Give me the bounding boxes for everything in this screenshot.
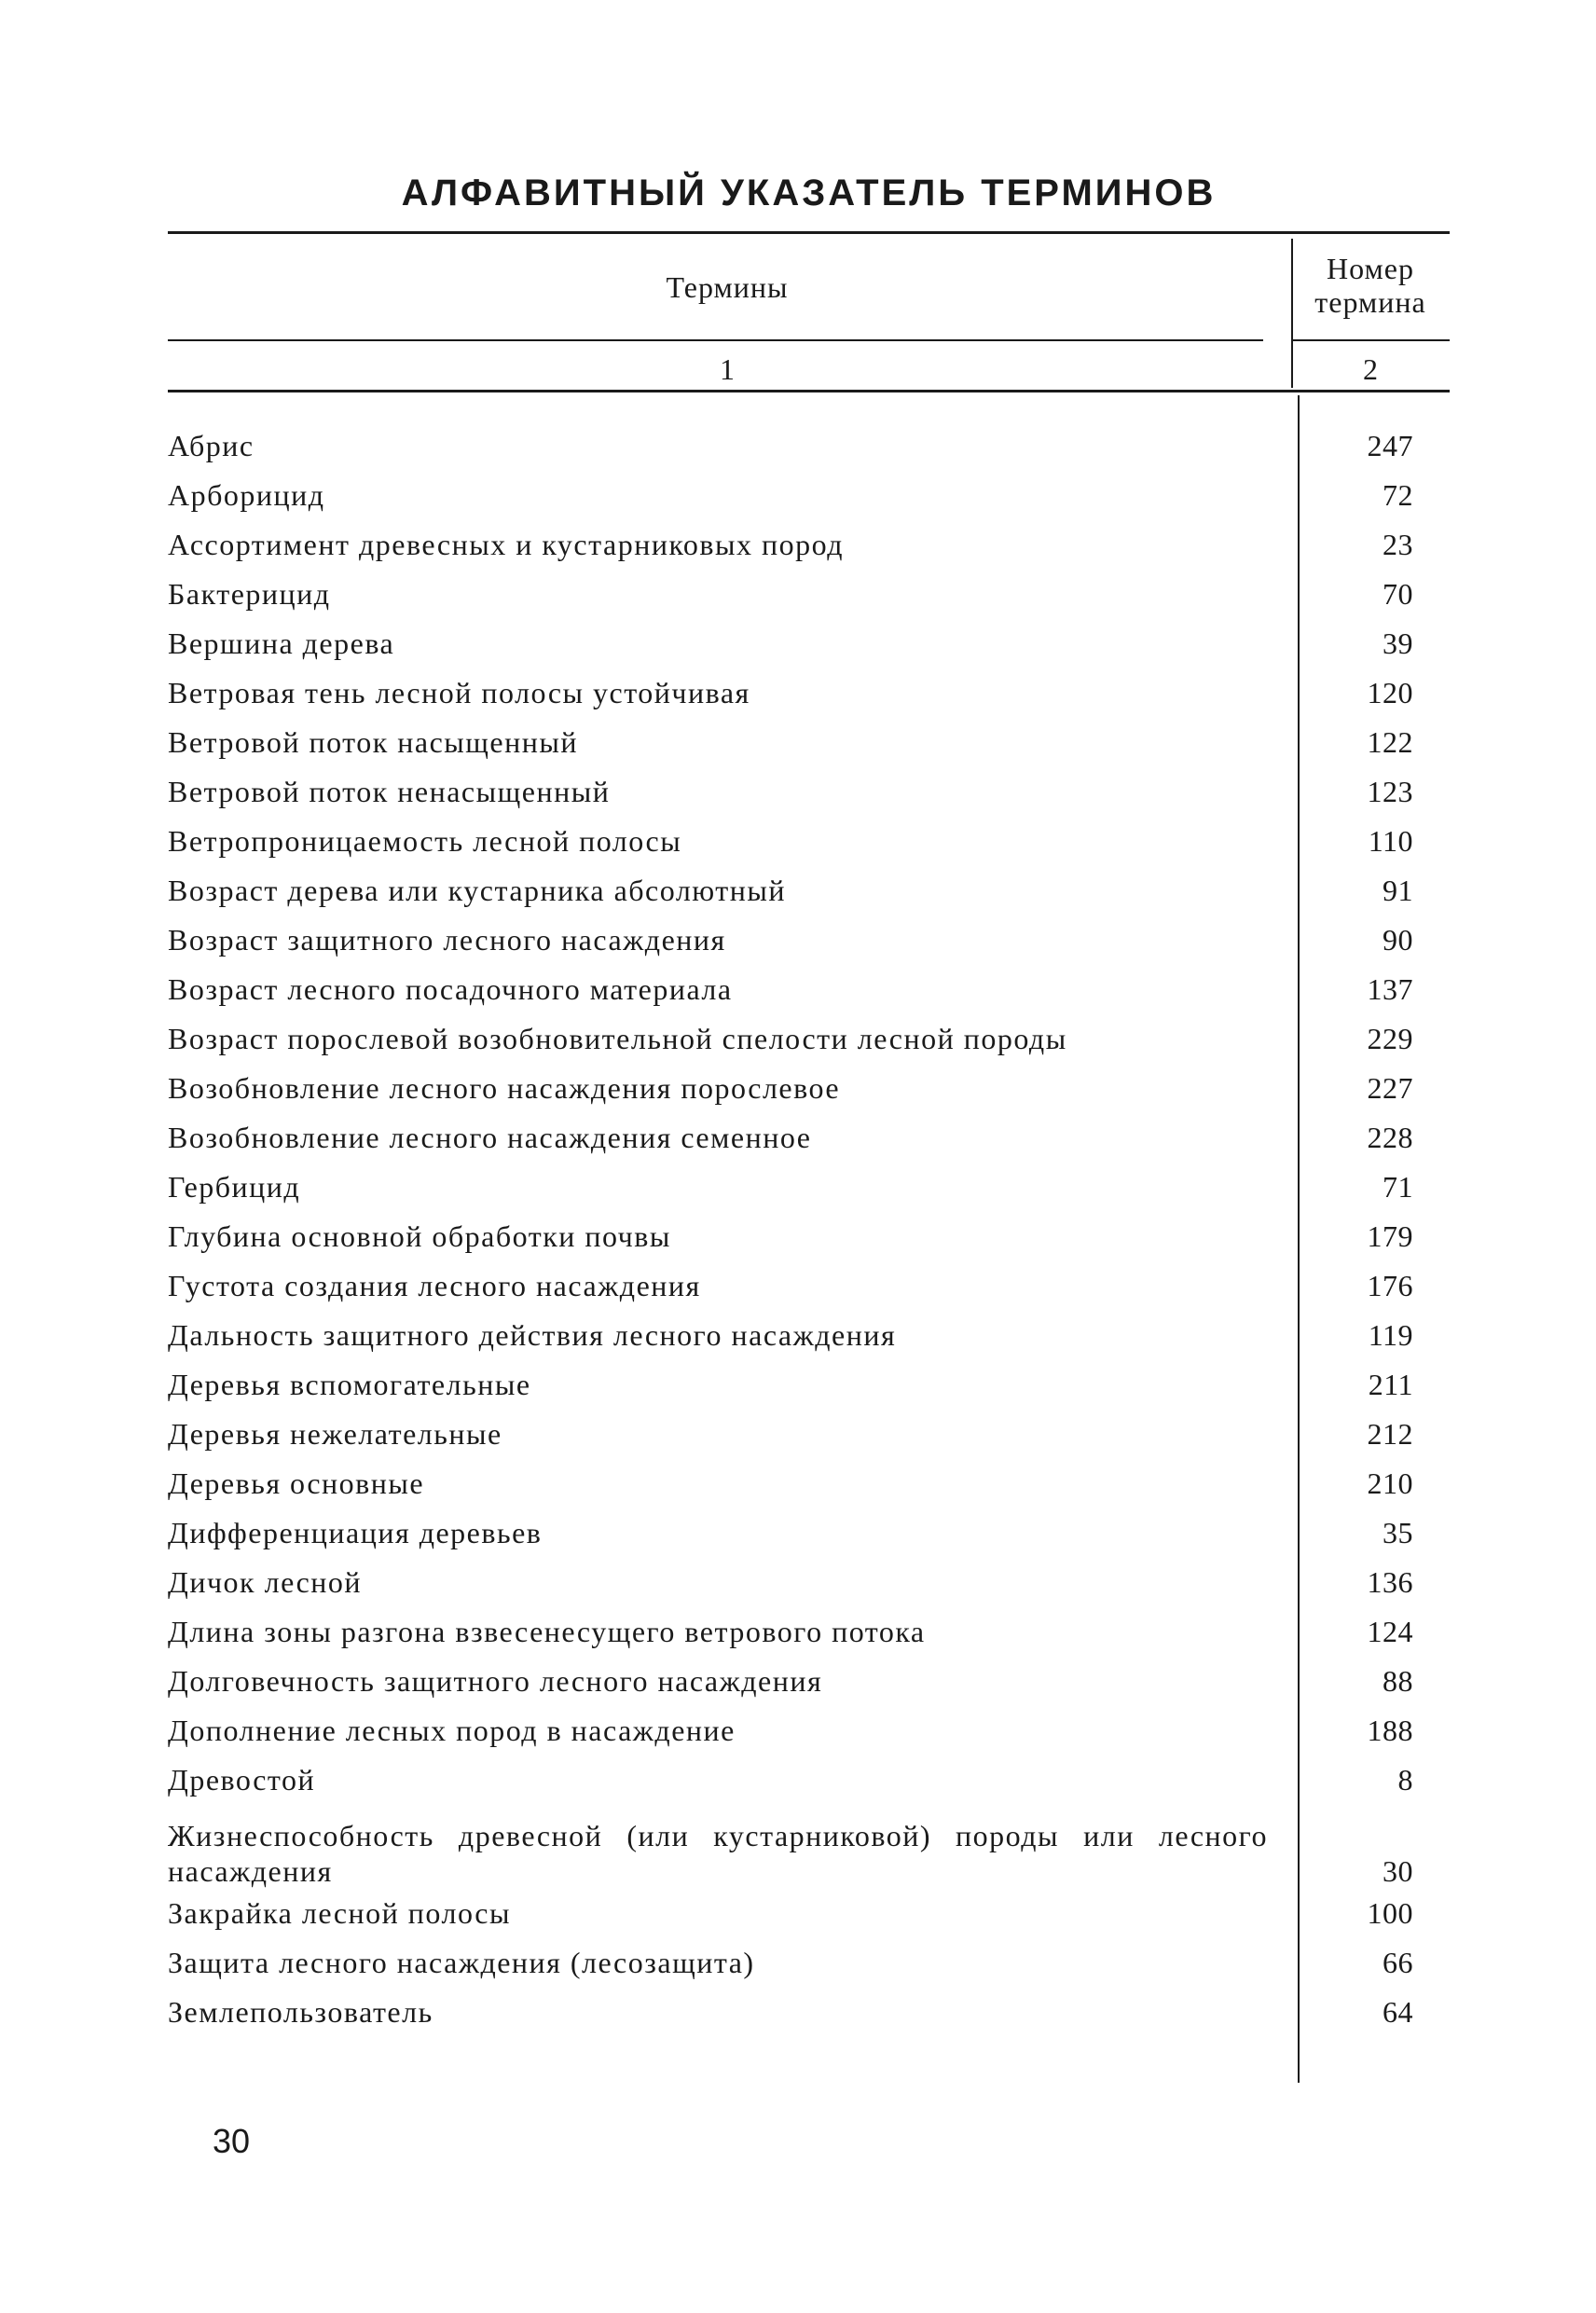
term-name: Закрайка лесной полосы: [168, 1896, 511, 1930]
table-row: [168, 1755, 1417, 1805]
term-number: 123: [1367, 775, 1413, 808]
column-header-term-number-line1: Номер: [1327, 252, 1414, 285]
term-number: 137: [1367, 972, 1413, 1006]
term-name: Деревья вспомогательные: [168, 1368, 531, 1401]
term-name: Возобновление лесного насаждения порослевое: [168, 1071, 841, 1105]
table-row: [168, 718, 1417, 767]
term-name: Землепользователь: [168, 1995, 433, 2029]
table-row: [168, 1988, 1417, 2037]
term-number: 64: [1383, 1995, 1413, 2029]
table-row: [168, 668, 1417, 718]
column-header-terms: Термины: [666, 270, 789, 304]
table-row: [168, 1212, 1417, 1261]
table-row: [168, 916, 1417, 965]
term-number: 229: [1367, 1022, 1413, 1055]
term-number: 100: [1367, 1896, 1413, 1930]
table-row: [168, 817, 1417, 866]
term-number: 88: [1383, 1664, 1413, 1698]
term-number: 211: [1368, 1368, 1413, 1401]
term-number: 90: [1383, 923, 1413, 957]
term-name: Дичок лесной: [168, 1565, 363, 1599]
term-number: 247: [1367, 429, 1413, 462]
table-row: [168, 1657, 1417, 1706]
index-table-body: [168, 421, 1417, 2037]
term-number: 70: [1383, 577, 1413, 611]
term-name: Возраст защитного лесного насаждения: [168, 923, 726, 957]
table-row: [168, 1163, 1417, 1212]
column-number-2: 2: [1363, 352, 1378, 386]
table-row: [168, 1261, 1417, 1311]
term-name: Защита лесного насаждения (лесозащита): [168, 1946, 755, 1979]
term-number: 30: [1383, 1854, 1413, 1888]
term-number: 35: [1383, 1516, 1413, 1549]
term-number: 91: [1383, 874, 1413, 907]
term-number: 176: [1367, 1269, 1413, 1302]
table-row: [168, 965, 1417, 1014]
term-number: 188: [1367, 1714, 1413, 1747]
table-row: [168, 1311, 1417, 1360]
term-name: Глубина основной обработки почвы: [168, 1219, 671, 1253]
table-row: [168, 421, 1417, 471]
term-name: Возраст лесного посадочного материала: [168, 972, 733, 1006]
table-row: [168, 520, 1417, 570]
term-number: 179: [1367, 1219, 1413, 1253]
page-title: АЛФАВИТНЫЙ УКАЗАТЕЛЬ ТЕРМИНОВ: [401, 172, 1217, 213]
term-number: 72: [1383, 478, 1413, 512]
column-number-1: 1: [720, 352, 735, 386]
header-mid-rule-left: [168, 339, 1263, 341]
term-name: Древостой: [168, 1763, 316, 1797]
page-number: 30: [213, 2122, 251, 2160]
term-number: 227: [1367, 1071, 1413, 1105]
term-number: 122: [1367, 725, 1413, 759]
term-number: 228: [1367, 1121, 1413, 1154]
table-row: [168, 1508, 1417, 1558]
table-row: [168, 619, 1417, 668]
term-number: 66: [1383, 1946, 1413, 1979]
table-row: [168, 1889, 1417, 1938]
table-row: [168, 1805, 1417, 1889]
term-name: Долговечность защитного лесного насаждения: [168, 1664, 823, 1698]
table-row: [168, 1360, 1417, 1410]
table-row: [168, 1014, 1417, 1064]
term-name: Ветровая тень лесной полосы устойчивая: [168, 676, 750, 709]
column-header-term-number: [1291, 252, 1450, 319]
term-number: 71: [1383, 1170, 1413, 1204]
term-name: Ветровой поток насыщенный: [168, 725, 578, 759]
term-name: Вершина дерева: [168, 626, 395, 660]
table-row: [168, 866, 1417, 916]
term-number: 212: [1367, 1417, 1413, 1451]
term-name: Длина зоны разгона взвесенесущего ветрового потока: [168, 1615, 926, 1648]
table-row: [168, 1607, 1417, 1657]
term-name: Возобновление лесного насаждения семенное: [168, 1121, 812, 1154]
term-name: Густота создания лесного насаждения: [168, 1269, 701, 1302]
column-header-term-number-line2: термина: [1314, 285, 1426, 319]
table-row: [168, 471, 1417, 520]
term-number: 120: [1367, 676, 1413, 709]
term-name: Жизнеспособность древесной (или кустарниковой) породы или лесного насаждения: [168, 1819, 1268, 1888]
term-name: Ветровой поток ненасыщенный: [168, 775, 611, 808]
term-number: 119: [1368, 1318, 1413, 1352]
term-number: 110: [1368, 824, 1413, 858]
term-name: Возраст дерева или кустарника абсолютный: [168, 874, 787, 907]
term-name: Арборицид: [168, 478, 325, 512]
table-row: [168, 1113, 1417, 1163]
term-number: 210: [1367, 1466, 1413, 1500]
table-row: [168, 767, 1417, 817]
table-row: [168, 570, 1417, 619]
term-name: Возраст порослевой возобновительной спелости лесной породы: [168, 1022, 1067, 1055]
header-mid-rule-right: [1291, 339, 1450, 341]
table-row: [168, 1459, 1417, 1508]
term-number: 23: [1383, 528, 1413, 561]
table-row: [168, 1558, 1417, 1607]
term-name: Ветропроницаемость лесной полосы: [168, 824, 682, 858]
header-bottom-rule: [168, 390, 1450, 392]
term-name: Деревья нежелательные: [168, 1417, 502, 1451]
term-name: Деревья основные: [168, 1466, 425, 1500]
term-number: 136: [1367, 1565, 1413, 1599]
table-top-rule: [168, 231, 1450, 234]
term-number: 8: [1397, 1763, 1413, 1797]
term-name: Гербицид: [168, 1170, 301, 1204]
table-row: [168, 1064, 1417, 1113]
term-name: Абрис: [168, 429, 255, 462]
table-row: [168, 1938, 1417, 1988]
term-name: Дальность защитного действия лесного насаждения: [168, 1318, 897, 1352]
term-number: 39: [1383, 626, 1413, 660]
term-name: Дифференциация деревьев: [168, 1516, 543, 1549]
table-row: [168, 1410, 1417, 1459]
term-name: Дополнение лесных пород в насаждение: [168, 1714, 736, 1747]
term-name: Бактерицид: [168, 577, 331, 611]
term-name: Ассортимент древесных и кустарниковых пород: [168, 528, 844, 561]
table-row: [168, 1706, 1417, 1755]
term-number: 124: [1367, 1615, 1413, 1648]
